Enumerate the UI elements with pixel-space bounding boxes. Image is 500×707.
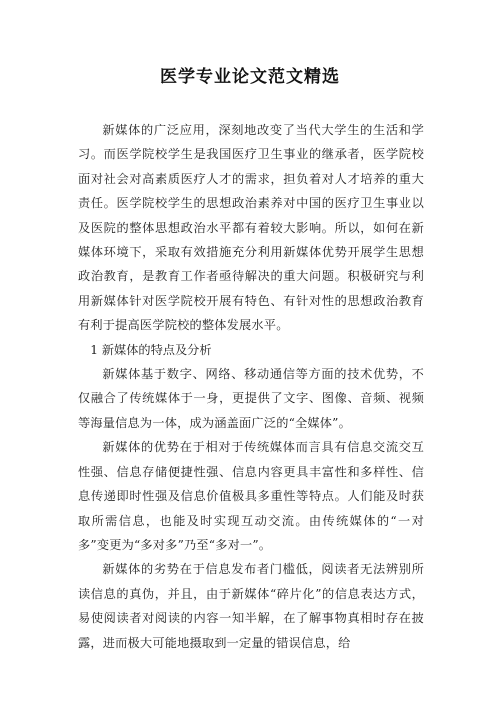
section-heading: 1 新媒体的特点及分析 [90, 342, 212, 357]
intro-paragraph: 新媒体的广泛应用，深刻地改变了当代大学生的生活和学习。而医学院校学生是我国医疗卫生事业的继承者，医学院校面对社会对高素质医疗人才的需求，担负着对人才培养的重大责任。医学院校学生的思想政治素养对中国的医疗卫生事业以及医院的整体思想政治水平都有着较大影响。所以，如何在新媒体环境下，采取有效措施充分利用新媒体优势开展学生思想政治教育，是教育工作者亟待解决的重大问题。积极研究与利用新媒体针对医学院校开展有特色、有针对性的思想政治教育有利于提高医学院校的整体发展水平。 [78, 123, 424, 333]
section-paragraph-3: 新媒体的劣势在于信息发布者门槛低，阅读者无法辨别所读信息的真伪，并且，由于新媒体“碎片化”的信息表达方式，易使阅读者对阅读的内容一知半解，在了解事物真相时存在披露，进而极大可能地摄取到一定量的错误信息，给 [78, 562, 424, 650]
section-paragraph-1: 新媒体基于数字、网络、移动通信等方面的技术优势，不仅融合了传统媒体于一身，更提供了文字、图像、音频、视频等海量信息为一体，成为涵盖面广泛的“全媒体”。 [78, 367, 424, 430]
document-title: 医学专业论文范文精选 [160, 67, 340, 87]
section-paragraph-2: 新媒体的优势在于相对于传统媒体而言具有信息交流交互性强、信息存储便捷性强、信息内容更具丰富性和多样性、信息传递即时性强及信息价值极具多重性等特点。人们能及时获取所需信息，也能及时实现互动交流。由传统媒体的“一对多”变更为“多对多”乃至“多对一”。 [78, 440, 424, 552]
document-body [78, 118, 424, 655]
